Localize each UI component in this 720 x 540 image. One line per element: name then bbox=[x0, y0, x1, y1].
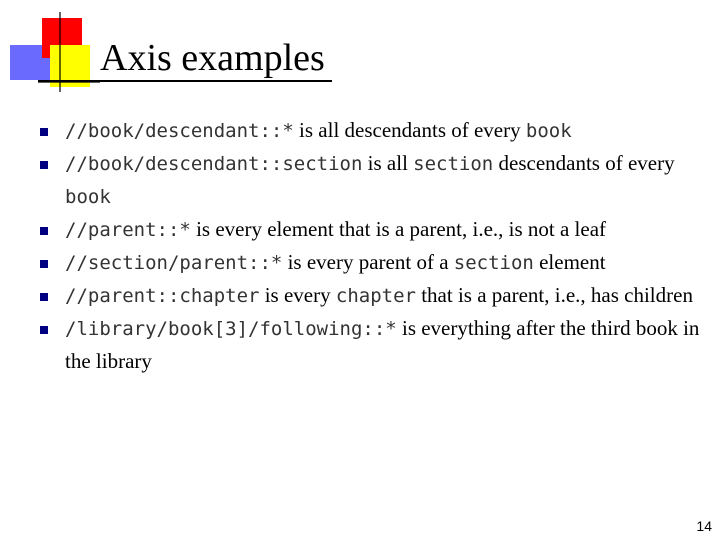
bullet-icon bbox=[40, 260, 48, 268]
bullet-item bbox=[40, 147, 700, 213]
bullet-text: is all bbox=[362, 151, 414, 175]
bullet-text: descendants of every bbox=[493, 151, 675, 175]
bullet-icon bbox=[40, 128, 48, 136]
bullet-text: is every element that is a parent, i.e., is not a leaf bbox=[190, 217, 607, 241]
bullet-text: is all descendants of every bbox=[293, 118, 526, 142]
code-term: book bbox=[525, 120, 572, 142]
bullet-text: is every bbox=[259, 283, 336, 307]
code-term: book bbox=[65, 186, 111, 208]
slide-logo-icon bbox=[0, 0, 100, 100]
bullet-icon bbox=[40, 161, 48, 169]
page-number: 14 bbox=[696, 518, 712, 534]
code-term: /library/book[3]/following::* bbox=[65, 318, 397, 340]
code-term: //book/descendant::* bbox=[65, 120, 294, 142]
bullet-item bbox=[40, 213, 700, 246]
bullet-item bbox=[40, 114, 700, 147]
bullet-text: that is a parent, i.e., has children bbox=[415, 283, 693, 307]
title-underline bbox=[38, 80, 332, 82]
code-term: //parent::chapter bbox=[65, 285, 260, 307]
bullet-text: is everything after the third book in the library bbox=[65, 316, 700, 373]
bullet-icon bbox=[40, 326, 48, 334]
bullet-icon bbox=[40, 293, 48, 301]
bullet-item bbox=[40, 279, 700, 312]
slide-title: Axis examples bbox=[100, 37, 325, 79]
code-term: //book/descendant::section bbox=[65, 153, 363, 175]
bullet-item bbox=[40, 246, 700, 279]
code-term: //parent::* bbox=[65, 219, 191, 241]
bullet-text: is every parent of a bbox=[282, 250, 454, 274]
code-term: //section/parent::* bbox=[65, 252, 283, 274]
bullet-icon bbox=[40, 227, 48, 235]
code-term: section bbox=[453, 252, 534, 274]
code-term: section bbox=[413, 153, 494, 175]
bullet-list bbox=[40, 114, 700, 377]
bullet-item bbox=[40, 312, 700, 377]
bullet-text: element bbox=[533, 250, 606, 274]
code-term: chapter bbox=[335, 285, 416, 307]
